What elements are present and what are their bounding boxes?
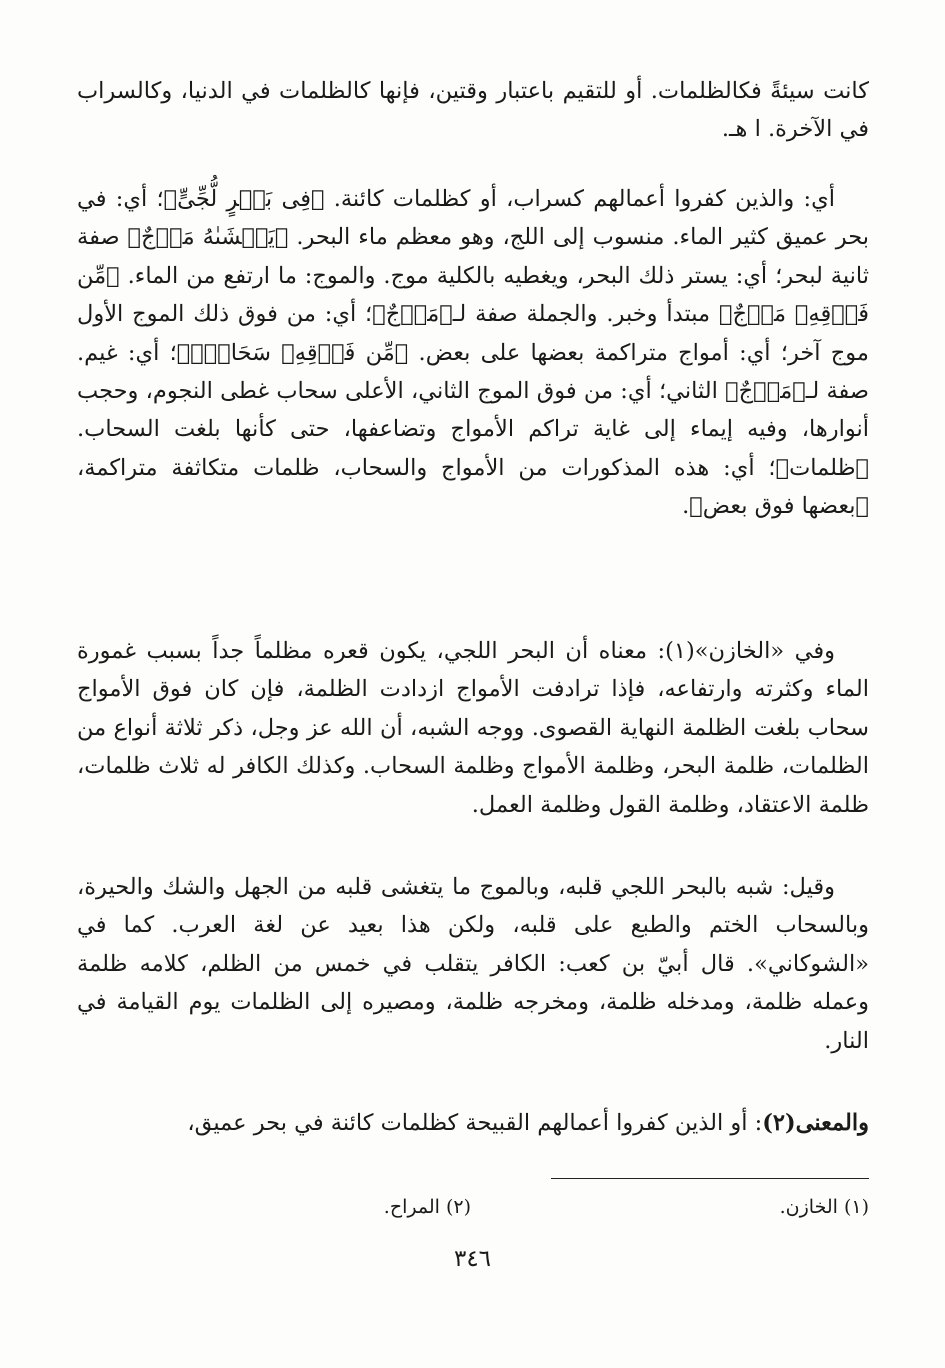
paragraph-2 xyxy=(77,180,869,526)
paragraph-4-text: وقيل: شبه بالبحر اللجي قلبه، وبالموج ما يتغشى قلبه من الجهل والشك والحيرة، وبالسحاب الختم والطبع على قلبه، ولكن هذا بعيد عن لغة العرب. كما في «الشوكاني». قال أبيّ بن كعب: الكافر يتقلب في خمس من الظلم، كلامه ظلمة وعمله ظلمة، ومدخله ظلمة، ومخرجه ظلمة، ومصيره إلى الظلمات يوم القيامة في النار. xyxy=(77,874,869,1054)
paragraph-4 xyxy=(77,868,869,1060)
paragraph-2-text: أي: والذين كفروا أعمالهم كسراب، أو كظلمات كائنة. ﴿فِى بَحۡرٍ لُّجِّىٍّ﴾؛ أي: في بحر عميق كثير الماء. منسوب إلى اللج، وهو معظم ماء البحر. ﴿يَغۡشَىٰهُ مَوۡجٌ﴾ صفة ثانية لبحر؛ أي: يستر ذلك البحر، ويغطيه بالكلية موج. والموج: ما ارتفع من الماء. ﴿مِّن فَوۡقِهِۦ مَوۡجٌ﴾ مبتدأ وخبر. والجملة صفة لـ﴿مَوۡجٌ﴾؛ أي: من فوق ذلك الموج الأول موج آخر؛ أي: أمواج متراكمة بعضها على بعض. ﴿مِّن فَوۡقِهِۦ سَحَابٌۚ﴾؛ أي: غيم. صفة لـ﴿مَوۡجٌ﴾ الثاني؛ أي: من فوق الموج الثاني، الأعلى سحاب غطى النجوم، وحجب أنوارها، وفيه إيماء إلى غاية تراكم الأمواج وتضاعفها، حتى كأنها بلغت السحاب. ﴿ظلمات﴾؛ أي: هذه المذكورات من الأمواج والسحاب، ظلمات متكاثفة متراكمة، ﴿بعضها فوق بعض﴾. xyxy=(77,186,869,520)
footnote-2: (٢) المراح. xyxy=(383,1196,471,1218)
page-number: ٣٤٦ xyxy=(453,1246,492,1272)
footnote-divider xyxy=(551,1178,869,1179)
footnote-1: (١) الخازن. xyxy=(779,1196,869,1218)
paragraph-3-text: وفي «الخازن»(١): معناه أن البحر اللجي، يكون قعره مظلماً جداً بسبب غمورة الماء وكثرته وارتفاعه، فإذا ترادفت الأمواج ازدادت الظلمة، فإن كان فوق الأمواج سحاب بلغت الظلمة النهاية القصوى. ووجه الشبه، أن الله عز وجل، ذكر ثلاثة أنواع من الظلمات، ظلمة البحر، وظلمة الأمواج وظلمة السحاب. وكذلك الكافر له ثلاث ظلمات، ظلمة الاعتقاد، وظلمة القول وظلمة العمل. xyxy=(77,638,869,818)
paragraph-1-text: كانت سيئةً فكالظلمات. أو للتقيم باعتبار وقتين، فإنها كالظلمات في الدنيا، وكالسراب في الآخرة. ا هـ. xyxy=(77,78,869,143)
paragraph-5 xyxy=(77,1104,869,1142)
footnotes xyxy=(77,1188,869,1228)
paragraph-3 xyxy=(77,632,869,824)
paragraph-5-content xyxy=(77,1104,869,1142)
paragraph-5-lead: والمعنى(٢) xyxy=(762,1110,869,1136)
paragraph-5-text: : أو الذين كفروا أعمالهم القبيحة كظلمات كائنة في بحر عميق، xyxy=(187,1110,763,1136)
paragraph-1 xyxy=(77,72,869,149)
